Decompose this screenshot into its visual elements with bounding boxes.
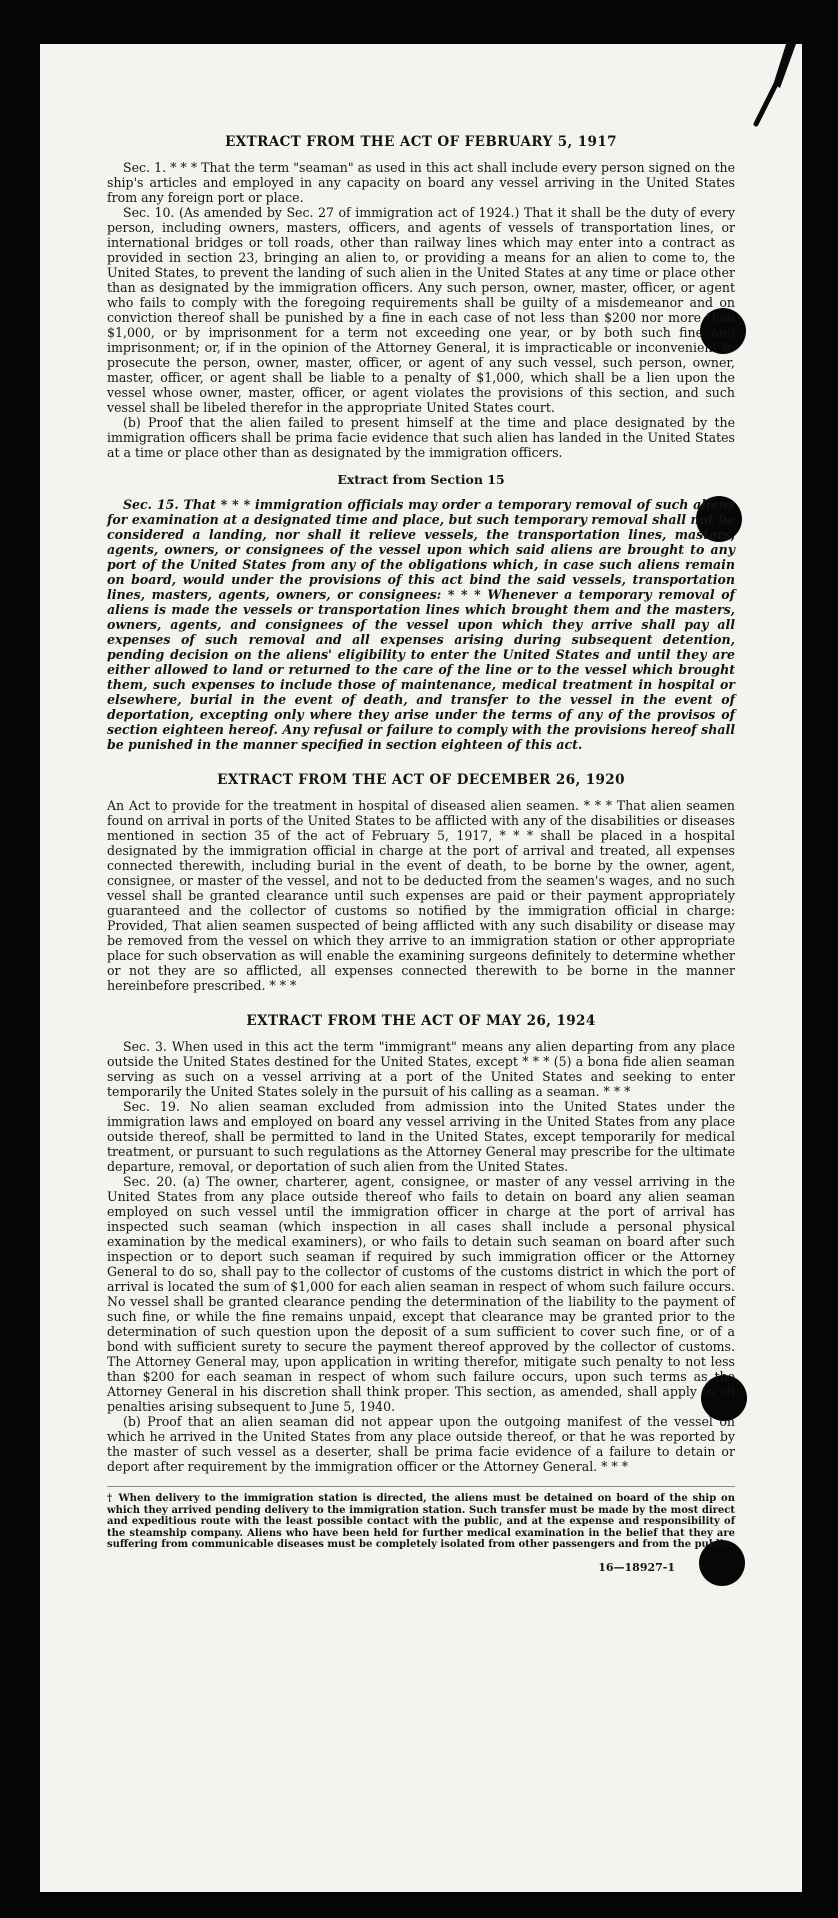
sec-10b-paragraph: (b) Proof that the alien failed to present himself at the time and place designated by the immigration officers shall be prima facie evidence that such alien has landed in the United States at a time or place other than as designated by the immigration officers. <box>107 415 735 460</box>
sec-3-paragraph: Sec. 3. When used in this act the term "immigrant" means any alien departing from any place outside the United States destined for the United States, except * * * (5) a bona fide alien seaman serving as such on a vessel arriving at a port of the United States and seeking to enter temporarily the United States solely in the pursuit of his calling as a seaman. * * * <box>107 1039 735 1099</box>
heading-section-15: Extract from Section 15 <box>337 472 505 487</box>
document-number: 16—18927-1 <box>598 1560 675 1574</box>
heading-act-1917: EXTRACT FROM THE ACT OF FEBRUARY 5, 1917 <box>225 134 617 150</box>
pen-mark <box>736 44 796 140</box>
sec-20b-paragraph: (b) Proof that an alien seaman did not appear upon the outgoing manifest of the vessel on which he arrived in the United States from any place outside thereof, or that he was reported by the master of such vessel as a deserter, shall be prima facie evidence of a failure to detain or deport after requirement by the immigration officer or the Attorney General. * * * <box>107 1414 735 1474</box>
sec-1-paragraph: Sec. 1. * * * That the term "seaman" as used in this act shall include every person signed on the ship's articles and employed in any capacity on board any vessel arriving in the United States from any foreign port or place. <box>107 160 735 205</box>
heading-act-1924: EXTRACT FROM THE ACT OF MAY 26, 1924 <box>246 1013 596 1029</box>
heading-act-1920: EXTRACT FROM THE ACT OF DECEMBER 26, 1920 <box>217 772 625 788</box>
sec-15-paragraph: Sec. 15. That * * * immigration officials may order a temporary removal of such aliens for examination at a designated time and place, but such temporary removal shall not be considered a landing, nor shall it relieve vessels, the transportation lines, masters, agents, owners, or consignees of the vessel upon which said aliens are brought to any port of the United States from any of the obligations which, in case such aliens remain on board, would under the provisions of this act bind the said vessels, transportation lines, masters, agents, owners, or consignees: * * * Whenever a temporary removal of aliens is made the vessels or transportation lines which brought them and the masters, owners, agents, and consignees of the vessel upon which they arrive shall pay all expenses of such removal and all expenses arising during subsequent detention, pending decision on the aliens' eligibility to enter the United States and until they are either allowed to land or returned to the care of the line or to the vessel which brought them, such expenses to include those of maintenance, medical treatment in hospital or elsewhere, burial in the event of death, and transfer to the vessel in the event of deportation, excepting only where they arise under the terms of any of the provisos of section eighteen hereof. Any refusal or failure to comply with the provisions hereof shall be punished in the manner specified in section eighteen of this act. <box>107 497 735 752</box>
footnote: † When delivery to the immigration station is directed, the aliens must be detained on board of the ship on which they arrived pending delivery to the immigration station. Such transfer must be made by the most direct and expeditious route with the least possible contact with the public, and at the expense and responsibility of the steamship company. Aliens who have been held for further medical examination in the belief that they are suffering from communicable diseases must be completely isolated from other passengers and from the public. <box>107 1486 735 1551</box>
document-body <box>107 134 735 1574</box>
document-page <box>40 44 802 1892</box>
sec-10-paragraph: Sec. 10. (As amended by Sec. 27 of immigration act of 1924.) That it shall be the duty of every person, including owners, masters, officers, and agents of vessels of transportation lines, or international bridges or toll roads, other than railway lines which may enter into a contract as provided in section 23, bringing an alien to, or providing a means for an alien to come to, the United States, to prevent the landing of such alien in the United States at any time or place other than as designated by the immigration officers. Any such person, owner, master, officer, or agent who fails to comply with the foregoing requirements shall be guilty of a misdemeanor and on conviction thereof shall be punished by a fine in each case of not less than $200 nor more than $1,000, or by imprisonment for a term not exceeding one year, or by both such fine and imprisonment; or, if in the opinion of the Attorney General, it is impracticable or inconvenient to prosecute the person, owner, master, officer, or agent of any such vessel, such person, owner, master, officer, or agent shall be liable to a penalty of $1,000, which shall be a lien upon the vessel whose owner, master, officer, or agent violates the provisions of this section, and such vessel shall be libeled therefor in the appropriate United States court. <box>107 205 735 415</box>
act-1920-paragraph: An Act to provide for the treatment in hospital of diseased alien seamen. * * * That alien seamen found on arrival in ports of the United States to be afflicted with any of the disabilities or diseases mentioned in section 35 of the act of February 5, 1917, * * * shall be placed in a hospital designated by the immigration official in charge at the port of arrival and treated, all expenses connected therewith, including burial in the event of death, to be borne by the owner, agent, consignee, or master of the vessel, and not to be deducted from the seamen's wages, and no such vessel shall be granted clearance until such expenses are paid or their payment appropriately guaranteed and the collector of customs so notified by the immigration official in charge: Provided, That alien seamen suspected of being afflicted with any such disability or disease may be removed from the vessel on which they arrive to an immigration station or other appropriate place for such observation as will enable the examining surgeons definitely to determine whether or not they are so afflicted, all expenses connected therewith to be borne in the manner hereinbefore prescribed. * * * <box>107 798 735 993</box>
sec-20a-paragraph: Sec. 20. (a) The owner, charterer, agent, consignee, or master of any vessel arriving in the United States from any place outside thereof who fails to detain on board any alien seaman employed on such vessel until the immigration officer in charge at the port of arrival has inspected such seaman (which inspection in all cases shall include a personal physical examination by the medical examiners), or who fails to detain such seaman on board after such inspection or to deport such seaman if required by such immigration officer or the Attorney General to do so, shall pay to the collector of customs of the customs district in which the port of arrival is located the sum of $1,000 for each alien seaman in respect of whom such failure occurs. No vessel shall be granted clearance pending the determination of the liability to the payment of such fine, or while the fine remains unpaid, except that clearance may be granted prior to the determination of such question upon the deposit of a sum sufficient to cover such fine, or of a bond with sufficient surety to secure the payment thereof approved by the collector of customs. The Attorney General may, upon application in writing therefor, mitigate such penalty to not less than $200 for each seaman in respect of whom such failure occurs, upon such terms as the Attorney General in his discretion shall think proper. This section, as amended, shall apply to all penalties arising subsequent to June 5, 1940. <box>107 1174 735 1414</box>
sec-19-paragraph: Sec. 19. No alien seaman excluded from admission into the United States under the immigration laws and employed on board any vessel arriving in the United States from any place outside thereof, shall be permitted to land in the United States, except temporarily for medical treatment, or pursuant to such regulations as the Attorney General may prescribe for the ultimate departure, removal, or deportation of such alien from the United States. <box>107 1099 735 1174</box>
